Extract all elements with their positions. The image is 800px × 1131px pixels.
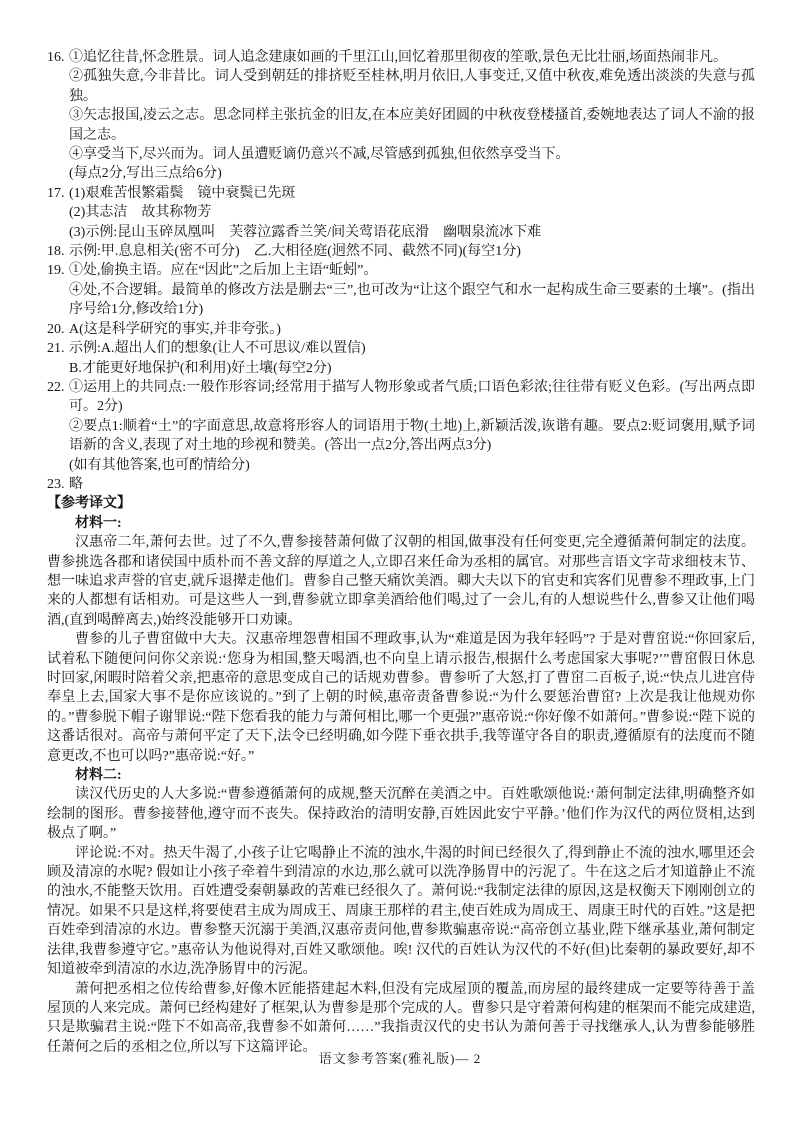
answer-number: 19. (47, 263, 65, 279)
answer-text: (3)示例:昆山玉碎凤凰叫 芙蓉泣露香兰笑/间关莺语花底滑 幽咽泉流冰下难 (69, 224, 542, 240)
answer-number: 22. (47, 379, 65, 395)
answer-number: 21. (47, 341, 65, 357)
answer-text: A(这是科学研究的事实,并非夸张。) (69, 321, 281, 337)
answer-item-16 (47, 48, 755, 184)
translation-paragraph: 萧何把丞相之位传给曹参,好像木匠能搭建起木料,但没有完成屋顶的覆盖,而房屋的最终建成一定要等待善于盖屋顶的人来完成。萧何已经构建好了框架,认为曹参是那个完成的人。曹参只是守着萧何构建的框架而不能完成建造,只是欺骗君主说:“陛下不如高帝,我曹参不如萧何……”我指责汉代的史书认为萧何善于寻找继承人,认为曹参能够胜任萧何之后的丞相之位,所以写下这篇评论。 (47, 981, 755, 1055)
answer-item-22 (47, 378, 755, 475)
answer-number: 23. (47, 476, 65, 492)
answer-text: (2)其志洁 故其称物芳 (69, 205, 212, 221)
translation-section (47, 494, 755, 1057)
answer-text: (如有其他答案,也可酌情给分) (69, 457, 250, 473)
material-label: 材料一: (75, 515, 122, 531)
translation-paragraph: 读汉代历史的人大多说:“曹参遵循萧何的成规,整天沉醉在美酒之中。百姓歌颂他说:‘萧何制定法律,明确整齐如绘制的图形。曹参接替他,遵守而不丧失。保持政治的清明安静,百姓因此安宁平静。’他们作为汉代的两位贤相,达到极点了啊。” (47, 787, 755, 842)
answer-text: ④处,不合逻辑。最简单的修改方法是删去“三”,也可改为“让这个跟空气和水一起构成生命三要素的土壤”。(指出序号给1分,修改给1分) (69, 282, 755, 318)
answer-item-20 (47, 320, 755, 339)
answer-text: ④享受当下,尽兴而为。词人虽遭贬谪仍意兴不减,尽管感到孤独,但依然享受当下。 (69, 147, 570, 163)
answer-text: (每点2分,写出三点给6分) (69, 166, 222, 182)
answer-item-18 (47, 242, 755, 261)
translation-paragraph: 评论说:不对。热天牛渴了,小孩子让它喝静止不流的浊水,牛渴的时间已经很久了,得到静止不流的浊水,哪里还会顾及清凉的水呢? 假如让小孩子牵着牛到清凉的水边,那么就可以洗净肠胃中的污泥了。牛在这之后才知道静止不流的浊水,不能整天饮用。百姓遭受秦朝暴政的苦难已经很久了。萧何说:“我制定法律的原因,这是权衡天下刚刚创立的情况。如果不只是这样,将要使君主成为周成王、周康王那样的君主,使百姓成为周成王、周康王时代的百姓。”这是把百姓牵到清凉的水边。曹参整天沉溺于美酒,汉惠帝责问他,曹参欺骗惠帝说:“高帝创立基业,陛下继承基业,萧何制定法律,我曹参遵守它。”惠帝认为他说得对,百姓又歌颂他。唉! 汉代的百姓认为汉代的不好(但)比秦朝的暴政要好,却不知道被牵到清凉的水边,洗净肠胃中的污泥。 (47, 845, 755, 978)
answer-text: B.才能更好地保护(和利用)好土壤(每空2分) (69, 360, 332, 376)
answer-text: ②要点1:顺着“土”的字面意思,故意将形容人的词语用于物(土地)上,新颖活泼,诙谐有趣。要点2:贬词褒用,赋予词语新的含义,表现了对土地的珍视和赞美。(答出一点2分,答出两点3分) (69, 418, 755, 454)
answer-text: 略 (69, 476, 83, 492)
answer-text: ②孤独失意,今非昔比。词人受到朝廷的排挤贬至桂林,明月依旧,人事变迁,又值中秋夜,难免透出淡淡的失意与孤独。 (69, 69, 755, 104)
material-label: 材料二: (75, 768, 122, 784)
answer-number: 17. (47, 185, 65, 201)
page-footer: 语文参考答案(雅礼版)— 2 (318, 1051, 482, 1066)
answer-text: ①处,偷换主语。应在“因此”之后加上主语“蚯蚓”。 (69, 263, 378, 279)
answer-item-23 (47, 475, 755, 494)
answer-number: 18. (47, 244, 65, 260)
translation-paragraph: 曹参的儿子曹窋做中大夫。汉惠帝埋怨曹相国不理政事,认为“难道是因为我年轻吗”? 于是对曹窋说:“你回家后,试着私下随便问问你父亲说:‘您身为相国,整天喝酒,也不向皇上请示报告,根据什么考虑国家大事呢?’”曹窋假日休息时回家,闲暇时陪着父亲,把惠帝的意思变成自己的话规劝曹参。曹参听了大怒,打了曹窋二百板子,说:“快点儿进宫侍奉皇上去,国家大事不是你应该说的。”到了上朝的时候,惠帝责备曹参说:“为什么要惩治曹窋? 上次是我让他规劝你的。”曹参脱下帽子谢罪说:“陛下您看我的能力与萧何相比,哪一个更强?”惠帝说:“你好像不如萧何。”曹参说:“陛下说的这番话很对。高帝与萧何平定了天下,法令已经明确,如今陛下垂衣拱手,我等谨守各自的职责,遵循原有的法度而不随意更改,不也可以吗?”惠帝说:“好。” (47, 632, 755, 764)
answer-text: ③矢志报国,凌云之志。思念同样主张抗金的旧友,在本应美好团圆的中秋夜登楼搔首,委婉地表达了词人不渝的报国之志。 (69, 108, 755, 143)
answer-number: 16. (47, 50, 65, 65)
answer-text: ①追忆往昔,怀念胜景。词人追念建康如画的千里江山,回忆着那里彻夜的笙歌,景色无比壮丽,场面热闹非凡。 (69, 50, 727, 65)
answer-text: ①运用上的共同点:一般作形容词;经常用于描写人物形象或者气质;口语色彩浓;往往带有贬义色彩。(写出两点即可。2分) (69, 379, 755, 415)
translation-header: 【参考译文】 (47, 496, 131, 512)
answer-text: 示例:甲.息息相关(密不可分) 乙.大相径庭(迥然不同、截然不同)(每空1分) (69, 244, 521, 260)
translation-paragraph: 汉惠帝二年,萧何去世。过了不久,曹参接替萧何做了汉朝的相国,做事没有任何变更,完全遵循萧何制定的法度。曹参挑选各郡和诸侯国中质朴而不善文辞的厚道之人,立即召来任命为丞相的属官。对那些言语文字苛求细枝末节、想一味追求声誉的官吏,就斥退撵走他们。曹参自己整天痛饮美酒。卿大夫以下的官吏和宾客们见曹参不理政事,上门来的人都想有话相劝。可是这些人一到,曹参就立即拿美酒给他们喝,过了一会儿,有的人想说些什么,曹参又让他们喝酒,(直到喝醉离去,)始终没能够开口劝谏。 (47, 535, 755, 628)
answer-item-19 (47, 261, 755, 319)
answer-item-21 (47, 339, 755, 378)
answer-text: 示例:A.超出人们的想象(让人不可思议/难以置信) (69, 341, 366, 357)
answer-item-17 (47, 184, 755, 242)
translation-body (47, 514, 755, 1057)
answers-section (47, 48, 755, 494)
answer-number: 20. (47, 321, 65, 337)
answer-text: (1)艰难苦恨繁霜鬓 镜中衰鬓已先斑 (69, 185, 296, 201)
